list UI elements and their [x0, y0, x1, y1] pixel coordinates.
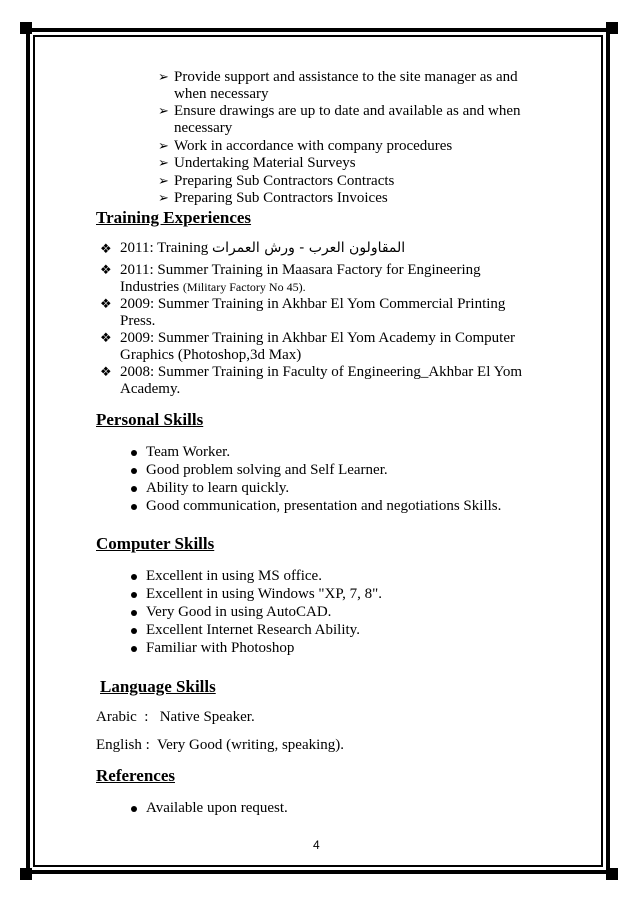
training-item: 2011: Summer Training in Maasara Factory for Engineering — [120, 262, 481, 278]
computer-skill-item: Excellent in using Windows "XP, 7, 8". — [146, 586, 382, 602]
duty-line: when necessary — [174, 86, 269, 102]
arrow-bullet-icon: ➢ — [158, 174, 169, 189]
training-item-note: (Military Factory No 45). — [182, 280, 306, 294]
training-item — [120, 240, 405, 257]
training-item: Press. — [120, 313, 156, 329]
dot-bullet-icon — [131, 628, 137, 634]
computer-skill-item: Familiar with Photoshop — [146, 640, 295, 656]
dot-bullet-icon — [131, 646, 137, 652]
duty-line: necessary — [174, 120, 233, 136]
duty-line: Preparing Sub Contractors Invoices — [174, 190, 388, 206]
dot-bullet-icon — [131, 806, 137, 812]
duty-line: Work in accordance with company procedures — [174, 138, 453, 154]
dot-bullet-icon — [131, 592, 137, 598]
duty-line: Undertaking Material Surveys — [174, 155, 356, 171]
language-item-arabic: Arabic : Native Speaker. — [96, 709, 255, 725]
computer-skill-item: Very Good in using AutoCAD. — [146, 604, 332, 620]
dot-bullet-icon — [131, 450, 137, 456]
dot-bullet-icon — [131, 610, 137, 616]
reference-item: Available upon request. — [146, 800, 288, 816]
personal-skill-item: Good problem solving and Self Learner. — [146, 462, 388, 478]
arrow-bullet-icon: ➢ — [158, 191, 169, 206]
arrow-bullet-icon: ➢ — [158, 156, 169, 171]
training-item: 2009: Summer Training in Akhbar El Yom Academy in Computer — [120, 330, 516, 346]
training-item-arabic: المقاولون العرب - ورش العمرات — [211, 240, 406, 256]
corner-ornament — [20, 868, 32, 880]
training-item: Graphics (Photoshop,3d Max) — [120, 347, 302, 363]
dot-bullet-icon — [131, 486, 137, 492]
training-item-text: Industries — [120, 279, 180, 295]
diamond-bullet-icon: ❖ — [100, 242, 112, 257]
computer-skill-item: Excellent Internet Research Ability. — [146, 622, 360, 638]
diamond-bullet-icon: ❖ — [100, 263, 112, 278]
diamond-bullet-icon: ❖ — [100, 297, 112, 312]
dot-bullet-icon — [131, 504, 137, 510]
dot-bullet-icon — [131, 468, 137, 474]
personal-skill-item: Team Worker. — [146, 444, 231, 460]
arrow-bullet-icon: ➢ — [158, 104, 169, 119]
personal-skill-item: Good communication, presentation and negotiations Skills. — [146, 498, 502, 514]
corner-ornament — [606, 22, 618, 34]
corner-ornament — [606, 868, 618, 880]
training-item-text: 2011: Training — [120, 240, 209, 256]
diamond-bullet-icon: ❖ — [100, 365, 112, 380]
corner-ornament — [20, 22, 32, 34]
page-number: 4 — [313, 838, 320, 852]
personal-skill-item: Ability to learn quickly. — [146, 480, 290, 496]
computer-skill-item: Excellent in using MS office. — [146, 568, 322, 584]
training-heading: Training Experiences — [96, 208, 252, 227]
training-item: 2009: Summer Training in Akhbar El Yom Commercial Printing — [120, 296, 506, 312]
diamond-bullet-icon: ❖ — [100, 331, 112, 346]
references-heading: References — [96, 766, 175, 785]
arrow-bullet-icon: ➢ — [158, 139, 169, 154]
duty-line: Ensure drawings are up to date and available as and when — [174, 103, 521, 119]
personal-skills-heading: Personal Skills — [96, 410, 204, 429]
dot-bullet-icon — [131, 574, 137, 580]
training-item — [120, 279, 306, 296]
language-skills-heading: Language Skills — [100, 677, 216, 696]
training-item: Academy. — [120, 381, 181, 397]
duty-line: Provide support and assistance to the site manager as and — [174, 69, 518, 85]
arrow-bullet-icon: ➢ — [158, 70, 169, 85]
language-item-english: English : Very Good (writing, speaking). — [96, 737, 345, 753]
computer-skills-heading: Computer Skills — [96, 534, 215, 553]
duty-line: Preparing Sub Contractors Contracts — [174, 173, 395, 189]
training-item: 2008: Summer Training in Faculty of Engineering_Akhbar El Yom — [120, 364, 523, 380]
